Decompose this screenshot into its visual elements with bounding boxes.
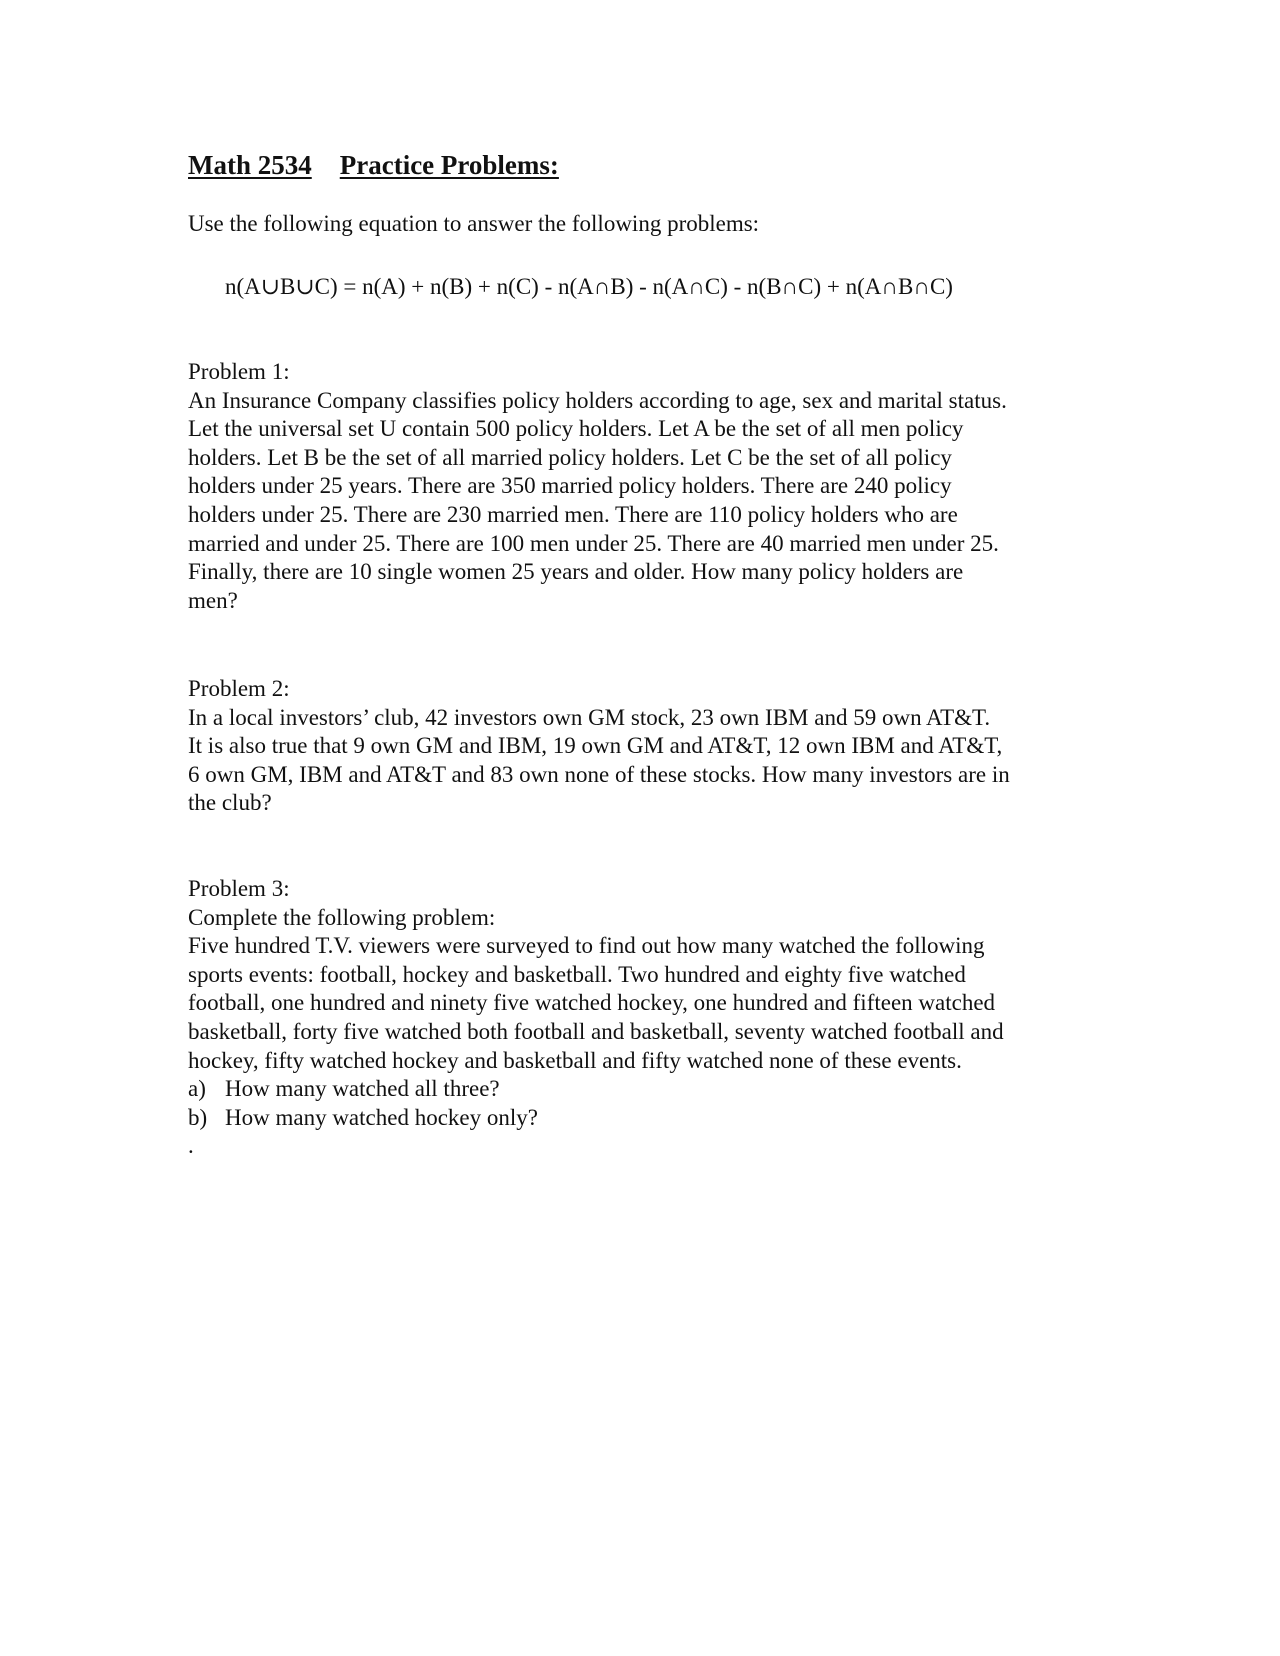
question-b bbox=[188, 1104, 1108, 1133]
problem-line: holders under 25 years. There are 350 married policy holders. There are 240 policy bbox=[188, 473, 952, 499]
question-text: How many watched all three? bbox=[225, 1076, 500, 1102]
problem-label: Problem 1: bbox=[188, 359, 290, 384]
problem-body bbox=[188, 387, 1108, 616]
problem-line: hockey, fifty watched hockey and basketball and fifty watched none of these events. bbox=[188, 1047, 962, 1073]
problem-1 bbox=[188, 358, 1108, 615]
problem-2 bbox=[188, 675, 1108, 818]
problem-line: holders. Let B be the set of all married policy holders. Let C be the set of all policy bbox=[188, 444, 952, 470]
inclusion-exclusion-equation: n(A∪B∪C) = n(A) + n(B) + n(C) - n(A∩B) - n(A∩C) - n(B∩C) + n(A∩B∩C) bbox=[225, 274, 953, 299]
problem-line: In a local investors’ club, 42 investors own GM stock, 23 own IBM and 59 own AT&T. bbox=[188, 704, 991, 730]
problem-3 bbox=[188, 875, 1108, 1160]
page-title bbox=[188, 148, 1108, 182]
problem-line: sports events: football, hockey and basketball. Two hundred and eighty five watched bbox=[188, 961, 966, 987]
question-a bbox=[188, 1075, 1108, 1104]
problem-line: the club? bbox=[188, 790, 272, 816]
problem-line: football, one hundred and ninety five watched hockey, one hundred and fifteen watched bbox=[188, 990, 996, 1016]
question-list bbox=[188, 1075, 1108, 1132]
course-number: Math 2534 bbox=[188, 150, 312, 180]
problem-subtitle: Complete the following problem: bbox=[188, 904, 496, 930]
question-text: How many watched hockey only? bbox=[225, 1104, 538, 1130]
title-gap bbox=[312, 148, 340, 182]
problem-label: Problem 3: bbox=[188, 876, 290, 901]
question-marker: a) bbox=[188, 1076, 206, 1102]
problem-line: basketball, forty five watched both football and basketball, seventy watched football and bbox=[188, 1018, 1004, 1044]
document-page bbox=[188, 148, 1108, 1159]
problem-label: Problem 2: bbox=[188, 676, 290, 701]
problem-line: holders under 25. There are 230 married men. There are 110 policy holders who are bbox=[188, 501, 958, 527]
problem-line: men? bbox=[188, 587, 238, 613]
problem-body bbox=[188, 932, 1108, 1075]
problem-line: An Insurance Company classifies policy holders according to age, sex and marital status. bbox=[188, 387, 1007, 413]
intro-text: Use the following equation to answer the following problems: bbox=[188, 211, 760, 236]
problem-line: 6 own GM, IBM and AT&T and 83 own none of these stocks. How many investors are in bbox=[188, 761, 1010, 787]
question-marker: b) bbox=[188, 1104, 208, 1130]
problem-line: Let the universal set U contain 500 policy holders. Let A be the set of all men policy bbox=[188, 416, 964, 442]
problem-line: It is also true that 9 own GM and IBM, 19 own GM and AT&T, 12 own IBM and AT&T, bbox=[188, 733, 1003, 759]
problem-body bbox=[188, 704, 1108, 818]
problem-line: Five hundred T.V. viewers were surveyed to find out how many watched the following bbox=[188, 933, 985, 959]
title-heading: Practice Problems: bbox=[339, 150, 559, 180]
problem-line: Finally, there are 10 single women 25 years and older. How many policy holders are bbox=[188, 559, 964, 585]
trailing-period: . bbox=[188, 1133, 194, 1159]
problem-line: married and under 25. There are 100 men under 25. There are 40 married men under 25. bbox=[188, 530, 999, 556]
